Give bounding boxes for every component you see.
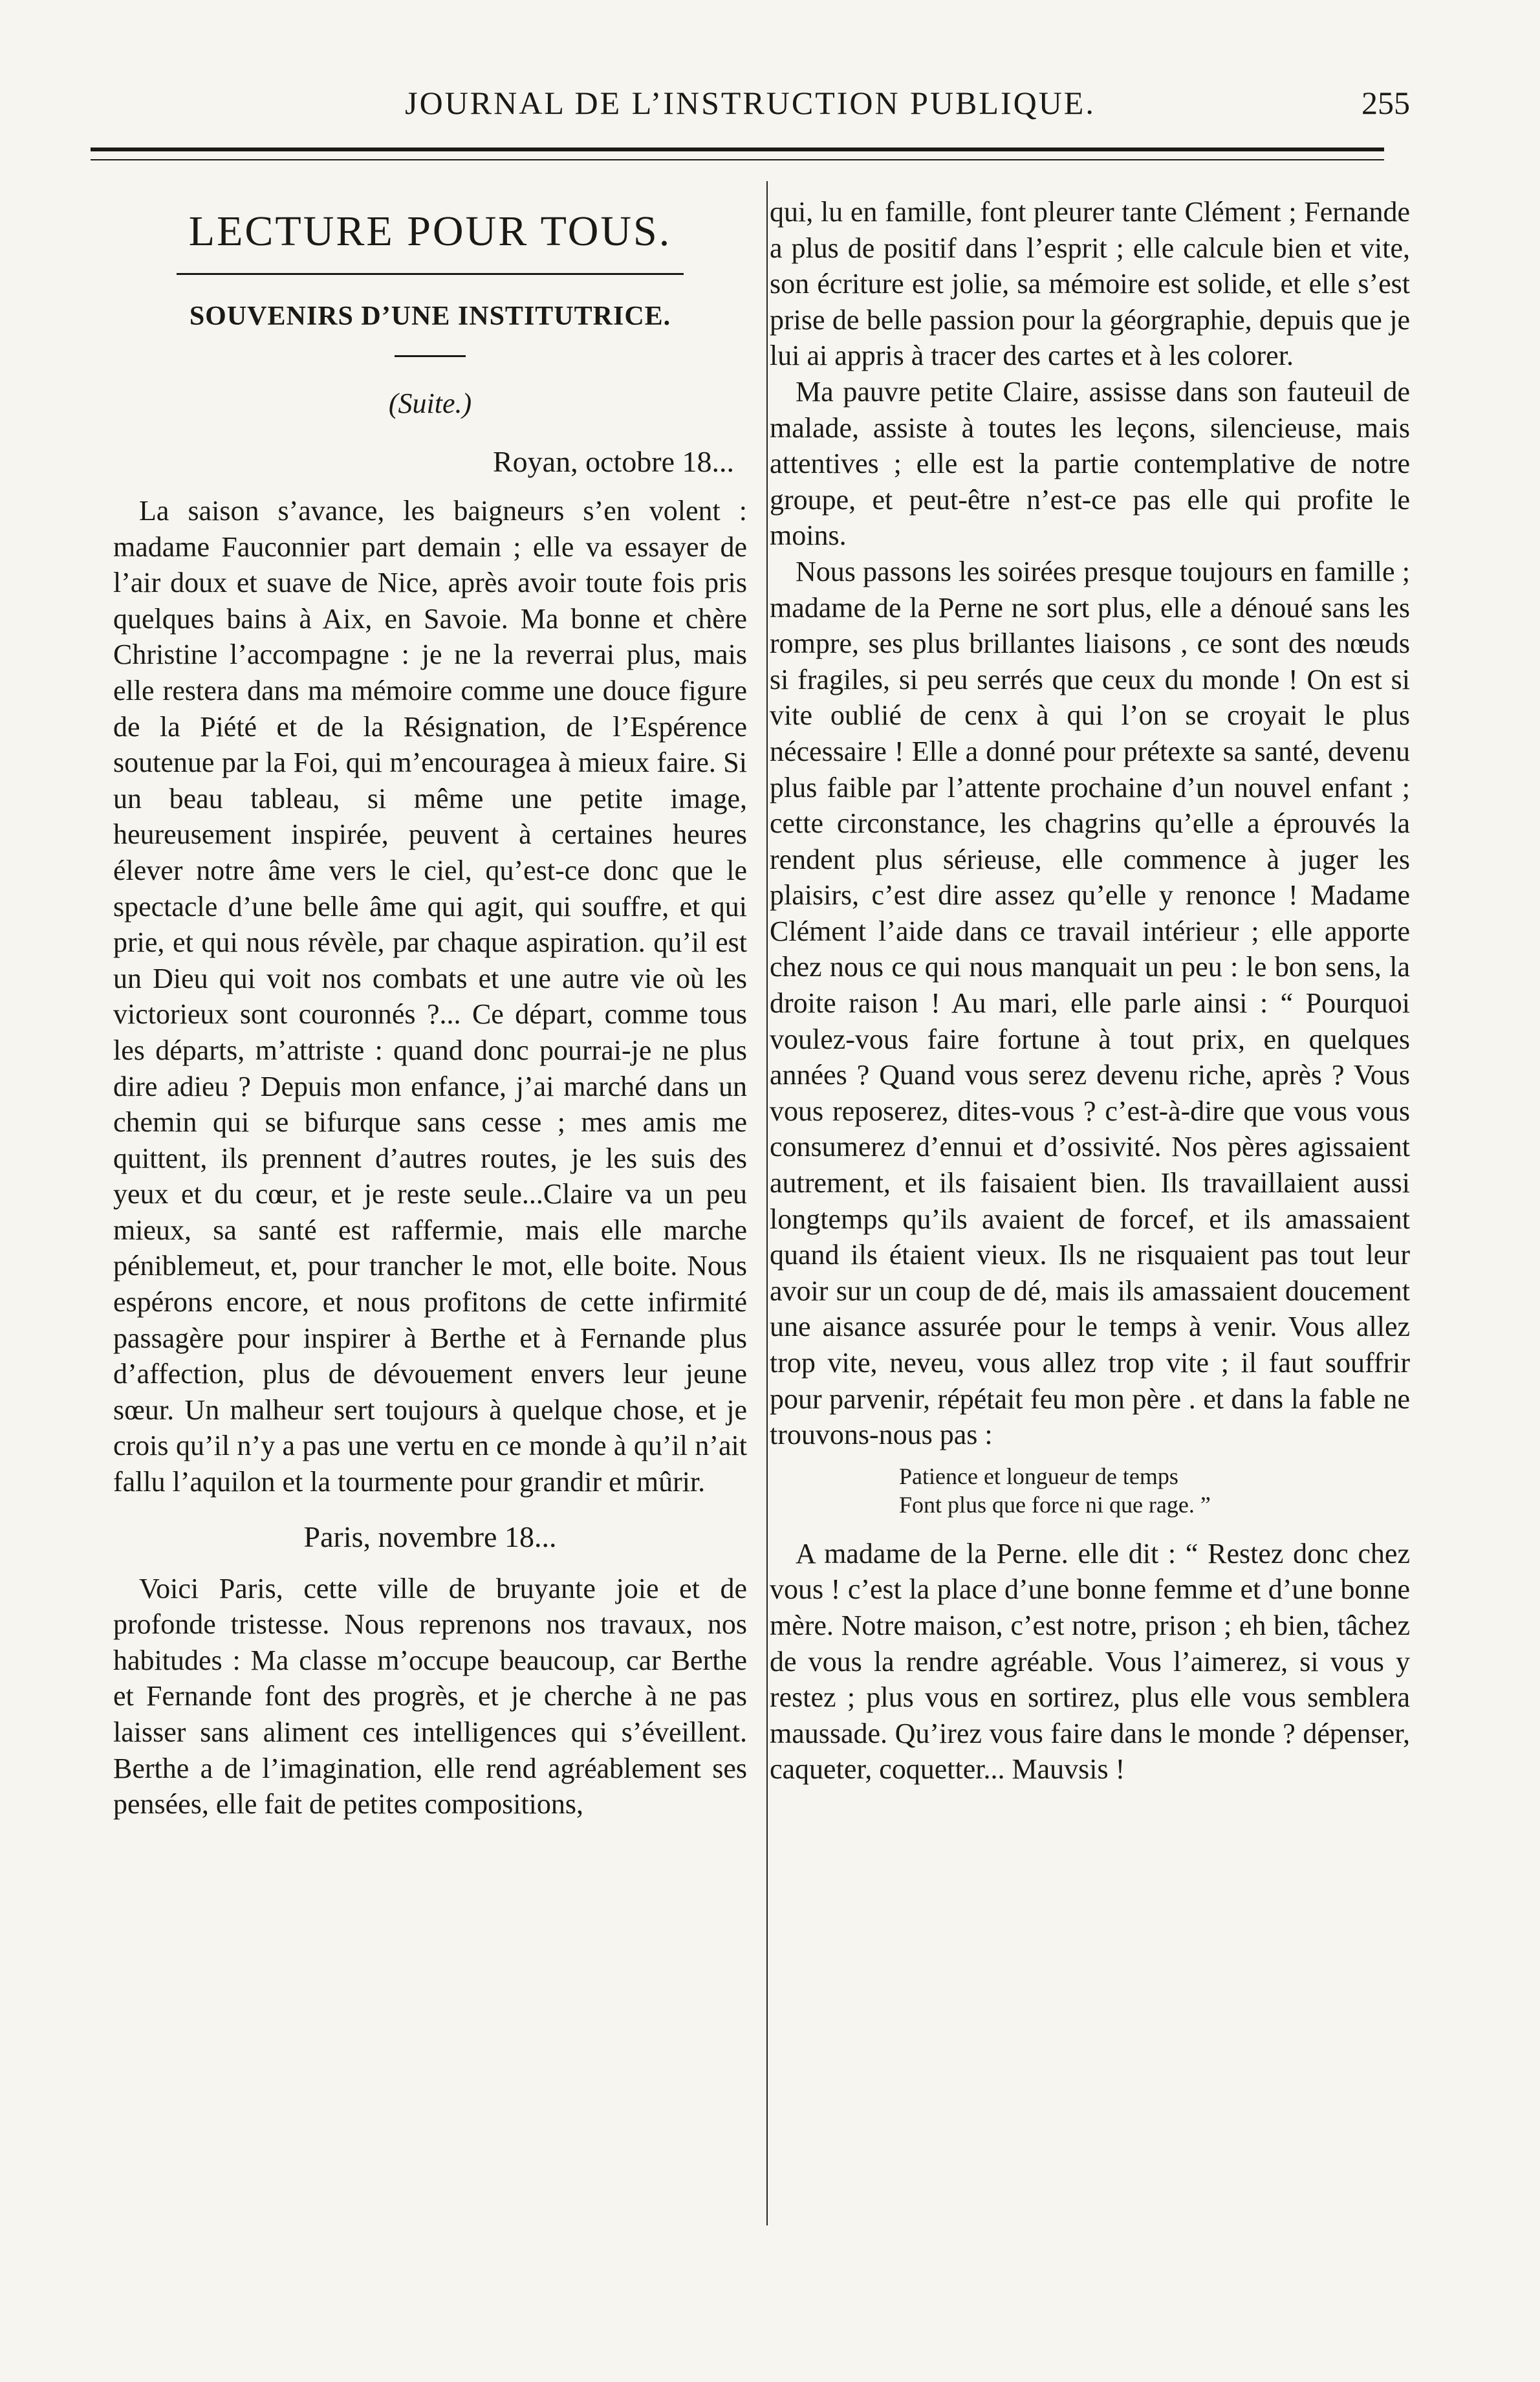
suite-label: (Suite.)	[388, 388, 472, 419]
quote-line: Patience et longueur de temps	[899, 1463, 1178, 1489]
paragraph-royan: La saison s’avance, les baigneurs s’en volent : madame Fauconnier part demain ; elle va essayer de l’air doux et suave de Nice, après avoir toute fois pris quelques bains à Aix, en Savoie. Ma bonne et chère Christine l’accompagne : je ne la reverrai plus, mais elle restera dans ma mémoire comme une douce figure de la Piété et de la Résignation, de l’Espérence soutenue par la Foi, qui m’encouragea à mieux faire. Si un beau tableau, si même une petite image, heureusement inspirée, peuvent à certaines heures élever notre âme vers le ciel, qu’est-ce donc que le spectacle d’une belle âme qui agit, qui souffre, et qui prie, et qui nous révèle, par chaque aspiration. qu’il est un Dieu qui voit nos combats et une autre vie où les victorieux sont couronnés ?... Ce départ, comme tous les départs, m’attriste : quand donc pourrai-je ne plus dire adieu ? Depuis mon enfance, j’ai marché dans un chemin qui se bifurque sans cesse ; mes amis me quittent, ils prennent d’autres routes, je les suis des yeux et du cœur, et je reste seule...Claire va un peu mieux, sa santé est raffermie, mais elle marche péniblemeut, et, pour trancher le mot, elle boite. Nous espérons encore, et nous profitons de cette infirmité passagère pour inspirer à Berthe et à Fernande plus d’affection, plus de dévouement envers leur jeune sœur. Un malheur sert toujours à quelque chose, et je crois qu’il n’y a pas une vertu en ce monde à qu’il n’ait fallu l’aquilon et la tourmente pour grandir et mûrir.	[113, 495, 747, 1498]
left-column	[113, 194, 747, 2251]
paragraph-paris: Voici Paris, cette ville de bruyante joie et de profonde tristesse. Nous reprenons nos travaux, nos habitudes : Ma classe m’occupe beaucoup, car Berthe et Fernande font des progrès, et je cherche à ne pas laisser sans aliment ces intelligences qui s’éveillent. Berthe a de l’imagination, elle rend agréablement ses pensées, elle fait de petites compositions,	[113, 1572, 747, 1820]
fable-quote	[770, 1462, 1410, 1519]
header-rule	[91, 148, 1384, 151]
paragraph-continued: qui, lu en famille, font pleurer tante Clément ; Fernande a plus de positif dans l’esprit ; elle calcule bien et vite, son écriture est jolie, sa mémoire est solide, et elle s’est prise de belle passion pour la géorgraphie, depuis que je lui ai appris à tracer des cartes et à les colorer.	[770, 196, 1410, 372]
page-number: 255	[1361, 85, 1410, 121]
paragraph-madame-perne: A madame de la Perne. elle dit : “ Restez donc chez vous ! c’est la place d’une bonne femme et d’une bonne mère. Notre maison, c’est notre, prison ; eh bien, tâchez de vous la rendre agréable. Vous l’aimerez, si vous y restez ; plus vous en sortirez, plus elle vous semblera maussade. Qu’irez vous faire dans le monde ? dépenser, caqueter, coquetter... Mauvsis !	[770, 1537, 1410, 1786]
paragraph-soirees: Nous passons les soirées presque toujours en famille ; madame de la Perne ne sort plus, elle a dénoué sans les rompre, ses plus brillantes liaisons , ce sont des nœuds si fragiles, si peu serrés que ceux du monde ! On est si vite oublié de cenx à qui l’on se croyait le plus nécessaire ! Elle a donné pour prétexte sa santé, devenu plus faible par l’attente prochaine d’un nouvel enfant ; cette circonstance, les chagrins qu’elle a éprouvés la rendent plus sérieuse, elle commence à juger les plaisirs, c’est dire assez qu’elle y renonce ! Madame Clément l’aide dans ce travail intérieur ; elle apporte chez nous ce qui nous manquait un peu : le bon sens, la droite raison ! Au mari, elle parle ainsi : “ Pourquoi voulez-vous faire fortune à tout prix, en quelques années ? Quand vous serez devenu riche, après ? Vous vous reposerez, dites-vous ? c’est-à-dire que vous vous consumerez d’ennui et d’ossivité. Nos pères agissaient autrement, et ils faisaient bien. Ils travaillaient aussi longtemps qu’ils avaient de forcef, et ils amassaient quand ils étaient vieux. Ils ne risquaient pas tout leur avoir sur un coup de dé, mais ils amassaient doucement une aisance assurée pour le temps à venir. Vous allez trop vite, neveu, vous allez trop vite ; il faut souffrir pour parvenir, répétait feu mon père . et dans la fable ne trouvons-nous pas :	[770, 555, 1410, 1451]
column-divider	[766, 181, 768, 2225]
subsection-rule	[395, 355, 466, 357]
paragraph-claire: Ma pauvre petite Claire, assisse dans son fauteuil de malade, assiste à toutes les leçons, silencieuse, mais attentives ; elle est la partie contemplative de notre groupe, et peut-être n’est-ce pas elle qui profite le moins.	[770, 375, 1410, 552]
quote-line: Font plus que force ni que rage. ”	[899, 1491, 1211, 1518]
dateline-royan: Royan, octobre 18...	[492, 445, 734, 478]
dateline-paris: Paris, novembre 18...	[303, 1520, 557, 1553]
page-header	[91, 84, 1410, 136]
section-title-rule	[177, 273, 684, 275]
right-column	[770, 194, 1410, 2251]
header-rule-thin	[91, 159, 1384, 160]
section-title: LECTURE POUR TOUS.	[188, 208, 672, 255]
running-title: JOURNAL DE L’INSTRUCTION PUBLIQUE.	[405, 85, 1096, 121]
subsection-title: SOUVENIRS D’UNE INSTITUTRICE.	[189, 301, 671, 331]
